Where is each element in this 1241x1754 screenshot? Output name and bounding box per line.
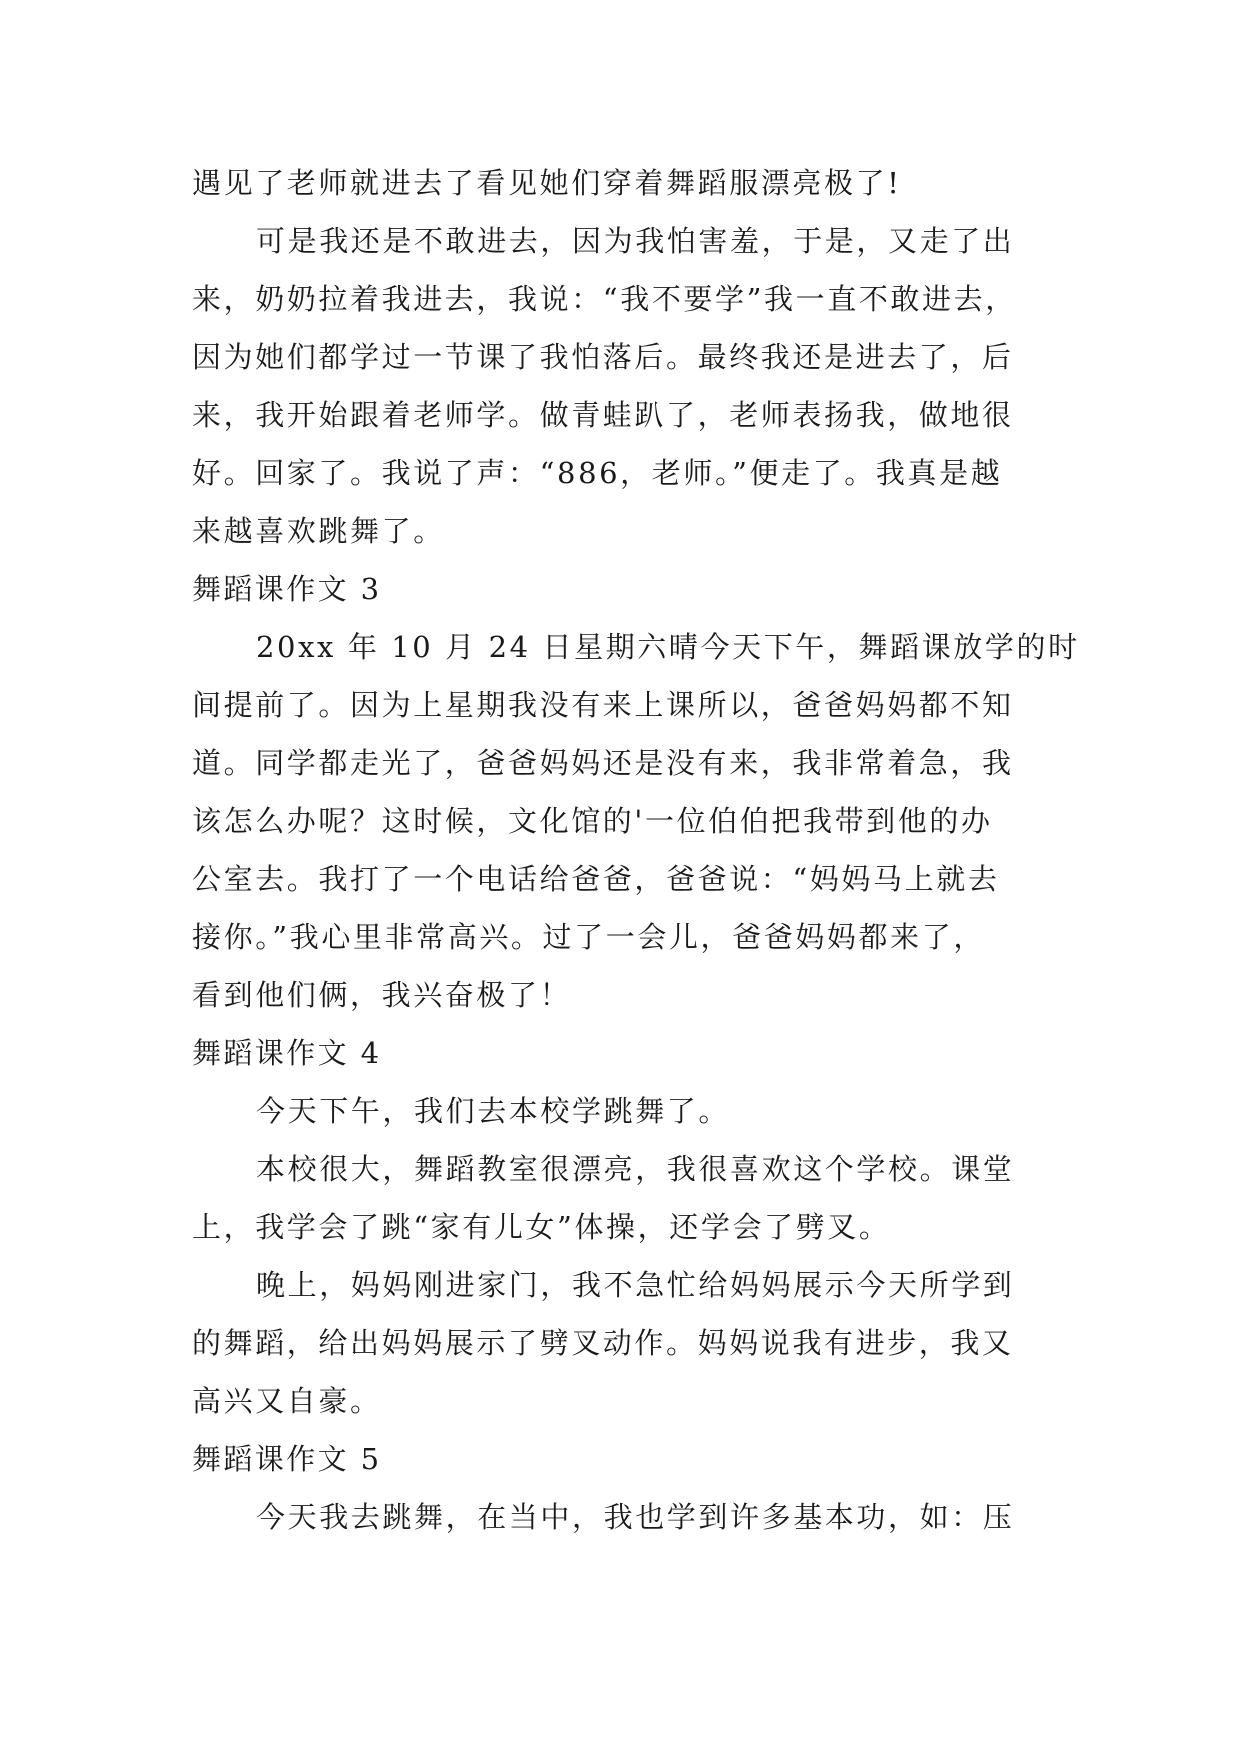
text-line: 接你。”我心里非常高兴。过了一会儿，爸爸妈妈都来了，	[192, 920, 985, 954]
text-line: 道。同学都走光了，爸爸妈妈还是没有来，我非常着急，我	[192, 746, 1014, 780]
paragraph	[192, 618, 1080, 1024]
text-line: 公室去。我打了一个电话给爸爸，爸爸说：“妈妈马上就去	[192, 862, 1000, 896]
text-line: 高兴又自豪。	[192, 1384, 382, 1418]
text-line: 看到他们俩，我兴奋极了！	[192, 978, 572, 1012]
text-line: 晚上，妈妈刚进家门，我不急忙给妈妈展示今天所学到	[256, 1268, 1015, 1302]
section-heading: 舞蹈课作文 5	[192, 1442, 382, 1476]
paragraph	[192, 1488, 1062, 1546]
paragraph	[192, 1082, 1062, 1140]
section-heading: 舞蹈课作文 4	[192, 1036, 382, 1070]
text-line: 今天下午，我们去本校学跳舞了。	[256, 1094, 731, 1128]
document-body	[192, 154, 1080, 1546]
paragraph	[192, 154, 1062, 212]
text-line: 该怎么办呢？这时候，文化馆的'一位伯伯把我带到他的办	[192, 804, 993, 838]
text-line: 20xx 年 10 月 24 日星期六晴今天下午，舞蹈课放学的时	[256, 630, 1080, 664]
text-line: 上，我学会了跳“家有儿女”体操，还学会了劈叉。	[192, 1210, 891, 1244]
text-line: 今天我去跳舞，在当中，我也学到许多基本功，如：压	[256, 1500, 1015, 1534]
paragraph	[192, 212, 1062, 560]
text-line: 本校很大，舞蹈教室很漂亮，我很喜欢这个学校。课堂	[256, 1152, 1015, 1186]
text-line: 来，奶奶拉着我进去，我说：“我不要学”我一直不敢进去，	[192, 282, 1017, 316]
text-line: 遇见了老师就进去了看见她们穿着舞蹈服漂亮极了!	[192, 166, 902, 200]
paragraph	[192, 1256, 1062, 1430]
text-line: 来，我开始跟着老师学。做青蛙趴了，老师表扬我，做地很	[192, 398, 1014, 432]
text-line: 来越喜欢跳舞了。	[192, 514, 445, 548]
paragraph	[192, 1140, 1062, 1256]
text-line: 因为她们都学过一节课了我怕落后。最终我还是进去了，后	[192, 340, 1014, 374]
section-heading: 舞蹈课作文 3	[192, 572, 382, 606]
text-line: 可是我还是不敢进去，因为我怕害羞，于是，又走了出	[256, 224, 1015, 258]
text-line: 的舞蹈，给出妈妈展示了劈叉动作。妈妈说我有进步，我又	[192, 1326, 1014, 1360]
text-line: 好。回家了。我说了声：“886，老师。”便走了。我真是越	[192, 456, 1003, 490]
text-line: 间提前了。因为上星期我没有来上课所以，爸爸妈妈都不知	[192, 688, 1014, 722]
